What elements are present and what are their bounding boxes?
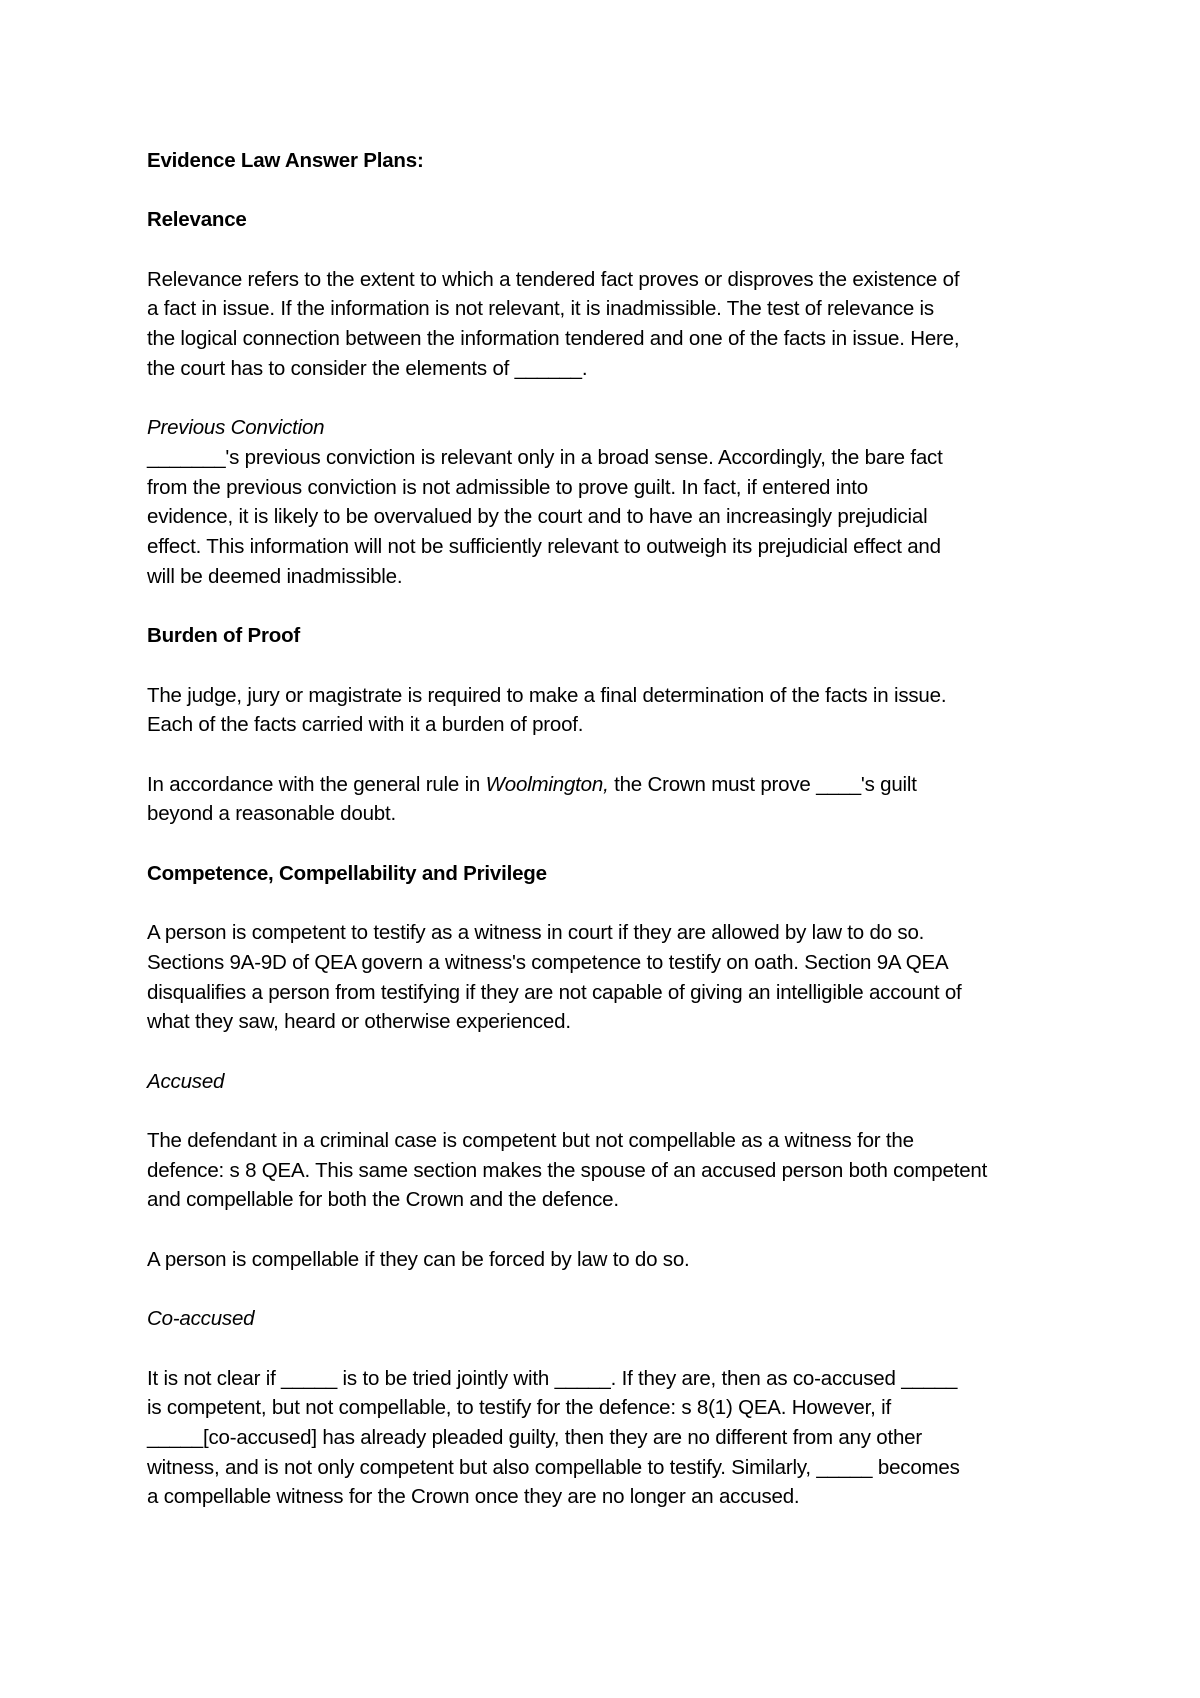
paragraph-line: will be deemed inadmissible.	[147, 564, 403, 588]
accused-paragraph-1	[147, 1126, 1077, 1215]
paragraph-line: defence: s 8 QEA. This same section makes the spouse of an accused person both competent	[147, 1158, 988, 1182]
paragraph-line: from the previous conviction is not admissible to prove guilt. In fact, if entered into	[147, 475, 868, 499]
paragraph-line: _______'s previous conviction is relevant only in a broad sense. Accordingly, the bare fact	[147, 445, 943, 469]
burden-of-proof-heading: Burden of Proof	[147, 624, 301, 648]
burden-of-proof-paragraph-1	[147, 681, 1077, 740]
paragraph-line: Sections 9A-9D of QEA govern a witness's competence to testify on oath. Section 9A QEA	[147, 950, 949, 974]
paragraph-line: a fact in issue. If the information is not relevant, it is inadmissible. The test of relevance is	[147, 297, 934, 321]
paragraph-line: and compellable for both the Crown and the defence.	[147, 1188, 619, 1212]
text-run: In accordance with the general rule in	[147, 772, 486, 796]
text-run: the Crown must prove ____'s guilt	[608, 772, 917, 796]
relevance-heading: Relevance	[147, 208, 247, 232]
paragraph-line: beyond a reasonable doubt.	[147, 802, 396, 826]
co-accused-heading: Co-accused	[147, 1307, 255, 1331]
paragraph-line: evidence, it is likely to be overvalued by the court and to have an increasingly prejudicial	[147, 505, 928, 529]
paragraph-line: _____[co-accused] has already pleaded guilty, then they are no different from any other	[147, 1426, 923, 1450]
paragraph-line: A person is competent to testify as a witness in court if they are allowed by law to do so.	[147, 921, 925, 945]
competence-heading: Competence, Compellability and Privilege	[147, 861, 547, 885]
accused-paragraph-2: A person is compellable if they can be forced by law to do so.	[147, 1247, 690, 1271]
paragraph-line: the court has to consider the elements of ______.	[147, 356, 588, 380]
paragraph-line: is competent, but not compellable, to testify for the defence: s 8(1) QEA. However, if	[147, 1396, 891, 1420]
paragraph-line: The defendant in a criminal case is competent but not compellable as a witness for the	[147, 1129, 914, 1153]
previous-conviction-heading: Previous Conviction	[147, 416, 325, 440]
accused-heading: Accused	[147, 1069, 225, 1093]
document-title: Evidence Law Answer Plans:	[147, 149, 424, 172]
paragraph-line: what they saw, heard or otherwise experienced.	[147, 1010, 571, 1034]
relevance-paragraph	[147, 265, 1077, 384]
paragraph-line	[147, 770, 1077, 800]
paragraph-line: effect. This information will not be sufficiently relevant to outweigh its prejudicial effect and	[147, 535, 941, 559]
paragraph-line: It is not clear if _____ is to be tried jointly with _____. If they are, then as co-accused _____	[147, 1366, 958, 1390]
paragraph-line: Each of the facts carried with it a burden of proof.	[147, 713, 584, 737]
document-page	[147, 146, 1077, 1512]
co-accused-paragraph	[147, 1364, 1077, 1513]
case-name: Woolmington,	[485, 772, 609, 796]
paragraph-line: disqualifies a person from testifying if they are not capable of giving an intelligible account of	[147, 980, 962, 1004]
burden-of-proof-paragraph-2	[147, 770, 1077, 829]
previous-conviction-paragraph	[147, 443, 1077, 592]
paragraph-line: Relevance refers to the extent to which a tendered fact proves or disproves the existence of	[147, 267, 960, 291]
paragraph-line: a compellable witness for the Crown once they are no longer an accused.	[147, 1485, 800, 1509]
competence-paragraph	[147, 918, 1077, 1037]
paragraph-line: the logical connection between the information tendered and one of the facts in issue. Here,	[147, 327, 960, 351]
paragraph-line: witness, and is not only competent but also compellable to testify. Similarly, _____ becomes	[147, 1455, 960, 1479]
paragraph-line: The judge, jury or magistrate is required to make a final determination of the facts in issue.	[147, 683, 947, 707]
